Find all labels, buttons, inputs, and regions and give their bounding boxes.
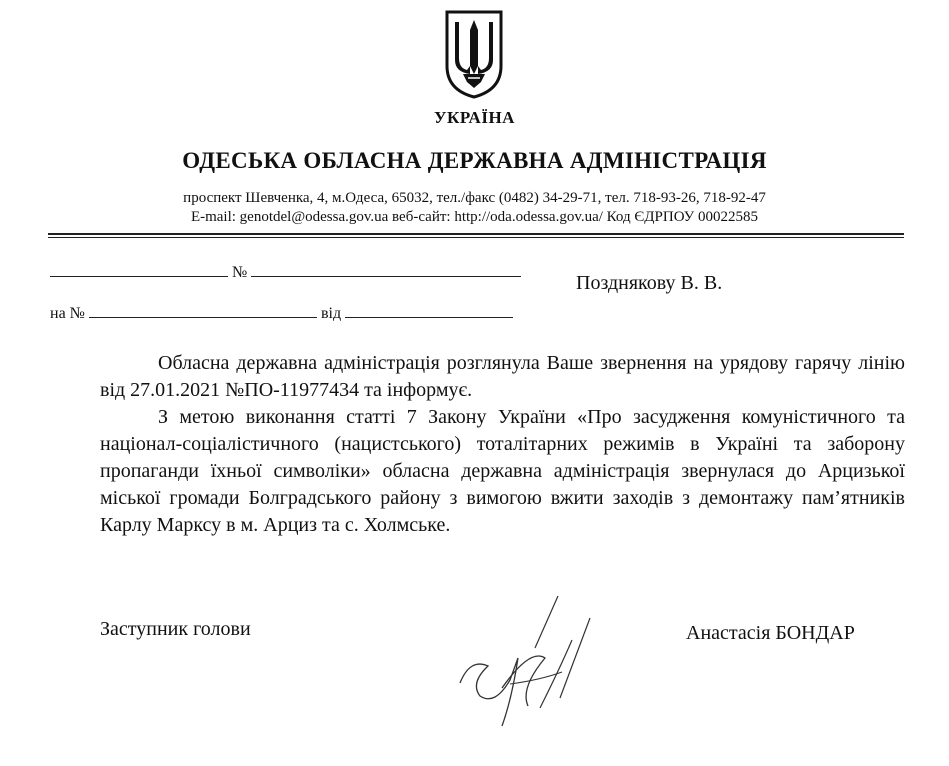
handwritten-signature (440, 588, 630, 738)
outgoing-reference (50, 262, 521, 283)
signer-position: Заступник голови (100, 618, 251, 640)
body-paragraph-2: З метою виконання статті 7 Закону України «Про засудження комуністичного та націонал-соціалістичного (нацистського) тоталітарних режимів в Україні та заборону пропаганди їхньої символіки» обласна державна адміністрація звернулася до Арцизької міської громади Болградського району з вимогою вжити заходів з демонтажу пам’ятників Карлу Марксу в м. Арциз та с. Холмське. (100, 406, 905, 536)
date-blank (50, 262, 228, 277)
trident-icon (443, 8, 505, 100)
contact-address: проспект Шевченка, 4, м.Одеса, 65032, тел./факс (0482) 34-29-71, тел. 718-93-26, 718-92-47 (183, 190, 766, 206)
reply-date-blank (345, 303, 513, 318)
addressee: Позднякову В. В. (576, 272, 723, 294)
reply-number-blank (89, 303, 317, 318)
incoming-reference (50, 303, 513, 324)
number-sign: № (232, 264, 248, 281)
contact-email-website: E-mail: genotdel@odessa.gov.ua веб-сайт: http://oda.odessa.gov.ua/ Код ЄДРПОУ 00022585 (190, 209, 759, 225)
signer-name: Анастасія БОНДАР (686, 622, 855, 644)
header-divider (48, 233, 904, 235)
letter-body (100, 350, 905, 539)
number-blank (251, 262, 521, 277)
header-divider-thin (48, 237, 904, 238)
reply-to-label: на № (50, 305, 85, 322)
country-title: УКРАЇНА (434, 108, 515, 127)
organization-title: ОДЕСЬКА ОБЛАСНА ДЕРЖАВНА АДМІНІСТРАЦІЯ (182, 148, 767, 173)
body-paragraph-1: Обласна державна адміністрація розглянула Ваше звернення на урядову гарячу лінію від 27.01.2021 №ПО-11977434 та інформує. (100, 352, 905, 401)
from-label: від (320, 305, 342, 322)
